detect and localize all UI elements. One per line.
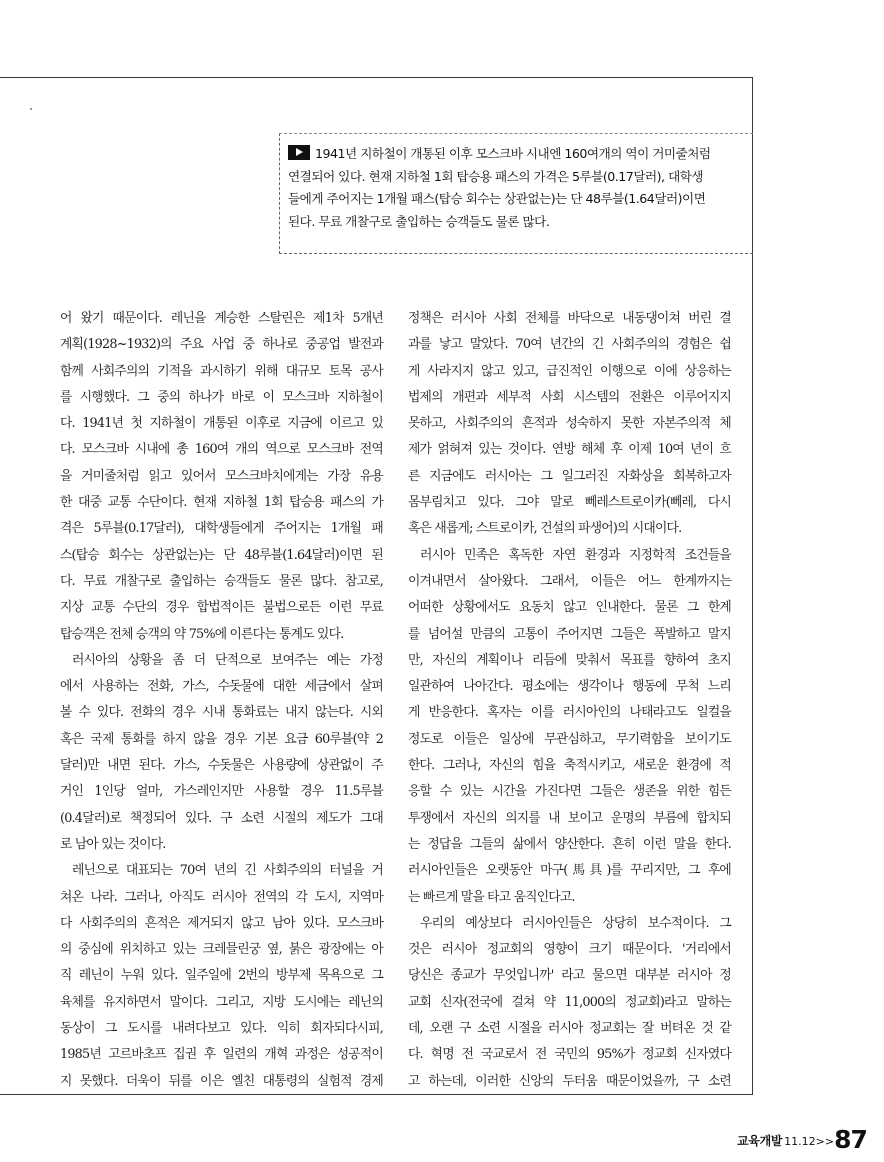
text-line: 른 지금에도 러시아는 그 일그러진 자화상을 회복하고자	[408, 468, 731, 484]
photo-caption	[288, 143, 750, 233]
text-line: 볼 수 있다. 전화의 경우 시내 통화료는 내지 않는다. 시외	[60, 705, 383, 721]
text-line: 정도로 이들은 일상에 무관심하고, 무기력함을 보이기도	[408, 731, 731, 747]
text-line: 당신은 종교가 무엇입니까' 라고 물으면 대부분 러시아 정	[408, 968, 731, 984]
text-line: 몸부림치고 있다. 그야 말로 뻬레스트로이카(뻬레, 다시	[408, 495, 731, 511]
text-line: 제가 얽혀져 있는 것이다. 연방 해체 후 이제 10여 년이 흐	[408, 442, 731, 458]
text-line: 격은 5루블(0.17달러), 대학생들에게 주어지는 1개월 패	[60, 521, 383, 537]
text-line: 이겨내면서 살아왔다. 그래서, 이들은 어느 한계까지는	[408, 573, 731, 589]
text-line: 게 반응한다. 혹자는 이를 러시아인의 나태라고도 일컬을	[408, 705, 731, 721]
text-line: 를 넘어설 만큼의 고통이 주어지면 그들은 폭발하고 말지	[408, 626, 731, 642]
top-rule	[0, 77, 753, 78]
text-line: 교회 신자(전국에 걸쳐 약 11,000의 정교회)라고 말하는	[408, 994, 731, 1010]
text-line: 못하고, 사회주의의 흔적과 성숙하지 못한 자본주의적 체	[408, 416, 731, 432]
text-line: 는 정답을 그들의 삶에서 양산한다. 흔히 이런 말을 한다.	[408, 836, 731, 852]
text-line: 게 사라지지 않고 있고, 급진적인 이행으로 이에 상응하는	[408, 363, 731, 379]
text-line: 육체를 유지하면서 말이다. 그리고, 지방 도시에는 레닌의	[60, 994, 383, 1010]
text-line: 혹은 국제 통화를 하지 않을 경우 기본 요금 60루블(약 2	[60, 731, 383, 747]
text-line: 만, 자신의 계획이나 리듬에 맞춰서 목표를 향하여 초지	[408, 652, 731, 668]
text-line: 계획(1928~1932)의 주요 사업 중 하나로 중공업 발전과	[60, 337, 383, 353]
text-line: 탑승객은 전체 승객의 약 75%에 이른다는 통계도 있다.	[60, 626, 344, 642]
text-line: 1985년 고르바초프 집권 후 일련의 개혁 과정은 성공적이	[60, 1047, 383, 1063]
text-line: 다. 1941년 첫 지하철이 개통된 이후로 지금에 이르고 있	[60, 416, 383, 432]
text-line: 한 대중 교통 수단이다. 현재 지하철 1회 탑승용 패스의 가	[60, 495, 383, 511]
scan-speck	[30, 108, 32, 110]
text-line: 한다. 그러나, 자신의 힘을 축적시키고, 새로운 환경에 적	[408, 758, 731, 774]
text-line: 지상 교통 수단의 경우 합법적이든 불법으로든 이런 무료	[60, 600, 383, 616]
play-arrow-icon	[288, 145, 310, 160]
text-line: 달러)만 내면 된다. 가스, 수돗물은 사용량에 상관없이 주	[60, 758, 383, 774]
text-line: 함께 사회주의의 기적을 과시하기 위해 대규모 토목 공사	[60, 363, 383, 379]
magazine-name: 교육개발	[737, 1134, 783, 1148]
caption-line: 연결되어 있다. 현재 지하철 1회 탑승용 패스의 가격은 5루블(0.17달러), 대학생	[288, 168, 704, 184]
text-line: 다. 모스크바 시내에 총 160여 개의 역으로 모스크바 전역	[60, 442, 383, 458]
text-line: 직 레닌이 누워 있다. 일주일에 2번의 방부제 목욕으로 그	[60, 968, 383, 984]
text-line: 응할 수 있는 시간을 가진다면 그들은 생존을 위한 힘든	[408, 784, 731, 800]
caption-line: 들에게 주어지는 1개월 패스(탑승 회수는 상관없는)는 단 48루블(1.64달러)이면	[288, 191, 706, 206]
text-line: 러시아 민족은 혹독한 자연 환경과 지정학적 조건들을	[420, 547, 731, 563]
text-line: 혹은 새롭게; 스트로이카, 건설의 파생어)의 시대이다.	[408, 521, 682, 537]
text-line: 우리의 예상보다 러시아인들은 상당히 보수적이다. 그	[420, 915, 731, 931]
page-number: 87	[834, 1125, 867, 1154]
text-line: 의 중심에 위치하고 있는 크레믈린궁 옆, 붉은 광장에는 아	[60, 942, 383, 958]
text-line: 러시아의 상황을 좀 더 단적으로 보여주는 예는 가정	[72, 652, 383, 668]
text-line: 어 왔기 때문이다. 레닌을 계승한 스탈린은 제1차 5개년	[60, 311, 383, 326]
caption-line: 1941년 지하철이 개통된 이후 모스크바 시내엔 160여개의 역이 거미줄처럼	[288, 143, 750, 166]
text-line: 동상이 그 도시를 내려다보고 있다. 익히 회자되다시피,	[60, 1021, 383, 1037]
text-line: 를 시행했다. 그 중의 하나가 바로 이 모스크바 지하철이	[60, 389, 383, 405]
text-line: 정책은 러시아 사회 전체를 바닥으로 내동댕이쳐 버린 결	[408, 311, 731, 326]
text-line: 쳐온 나라. 그러나, 아직도 러시아 전역의 각 도시, 지역마	[60, 889, 383, 905]
text-line: 고 하는데, 이러한 신앙의 두터움 때문이었을까, 구 소련	[408, 1073, 731, 1089]
text-line: 것은 러시아 정교회의 영향이 크기 때문이다. '거리에서	[408, 942, 731, 958]
page-footer	[737, 1125, 867, 1154]
text-line: 거인 1인당 얼마, 가스레인지만 사용할 경우 11.5루블	[60, 784, 383, 800]
text-line: 데, 오랜 구 소련 시절을 러시아 정교회는 잘 버텨온 것 같	[408, 1021, 731, 1037]
text-line: 법제의 개편과 세부적 사회 시스템의 전환은 이루어지지	[408, 389, 731, 405]
text-line: 에서 사용하는 전화, 가스, 수돗물에 대한 세금에서 살펴	[60, 679, 383, 695]
caption-line: 된다. 무료 개찰구로 출입하는 승객들도 물론 많다.	[288, 213, 550, 229]
text-line: 는 빠르게 말을 타고 움직인다고.	[408, 889, 575, 905]
text-line: 을 거미줄처럼 읽고 있어서 모스크바치에게는 가장 유용	[60, 468, 383, 484]
text-line: 다. 무료 개찰구로 출입하는 승객들도 물론 많다. 참고로,	[60, 573, 383, 589]
text-line: 스(탑승 회수는 상관없는)는 단 48루블(1.64달러)이면 된	[60, 547, 383, 563]
text-line: 로 남아 있는 것이다.	[60, 836, 166, 852]
text-line: 지 못했다. 더욱이 뒤를 이은 옐친 대통령의 실험적 경제	[60, 1073, 383, 1089]
text-line: (0.4달러)로 책정되어 있다. 구 소련 시절의 제도가 그대	[60, 810, 383, 826]
body-text-right-column	[408, 306, 731, 1095]
body-text-left-column	[60, 306, 383, 1095]
text-line: 러시아인들은 오랫동안 마구(馬具)를 꾸리지만, 그 후에	[408, 863, 731, 879]
text-line: 다 사회주의의 흔적은 제거되지 않고 남아 있다. 모스크바	[60, 915, 383, 931]
text-line: 일관하여 나아간다. 평소에는 생각이나 행동에 무척 느리	[408, 679, 731, 695]
issue-number: 11.12>>	[784, 1135, 835, 1148]
text-line: 과를 낳고 말았다. 70여 년간의 긴 사회주의의 경험은 쉽	[408, 337, 731, 353]
text-line: 다. 혁명 전 국교로서 전 국민의 95%가 정교회 신자였다	[408, 1047, 731, 1063]
text-line: 투쟁에서 자신의 의지를 내 보이고 운명의 부름에 합치되	[408, 810, 731, 826]
text-line: 어떠한 상황에서도 요동치 않고 인내한다. 물론 그 한계	[408, 600, 731, 616]
text-line: 레닌으로 대표되는 70여 년의 긴 사회주의의 터널을 거	[72, 863, 383, 879]
